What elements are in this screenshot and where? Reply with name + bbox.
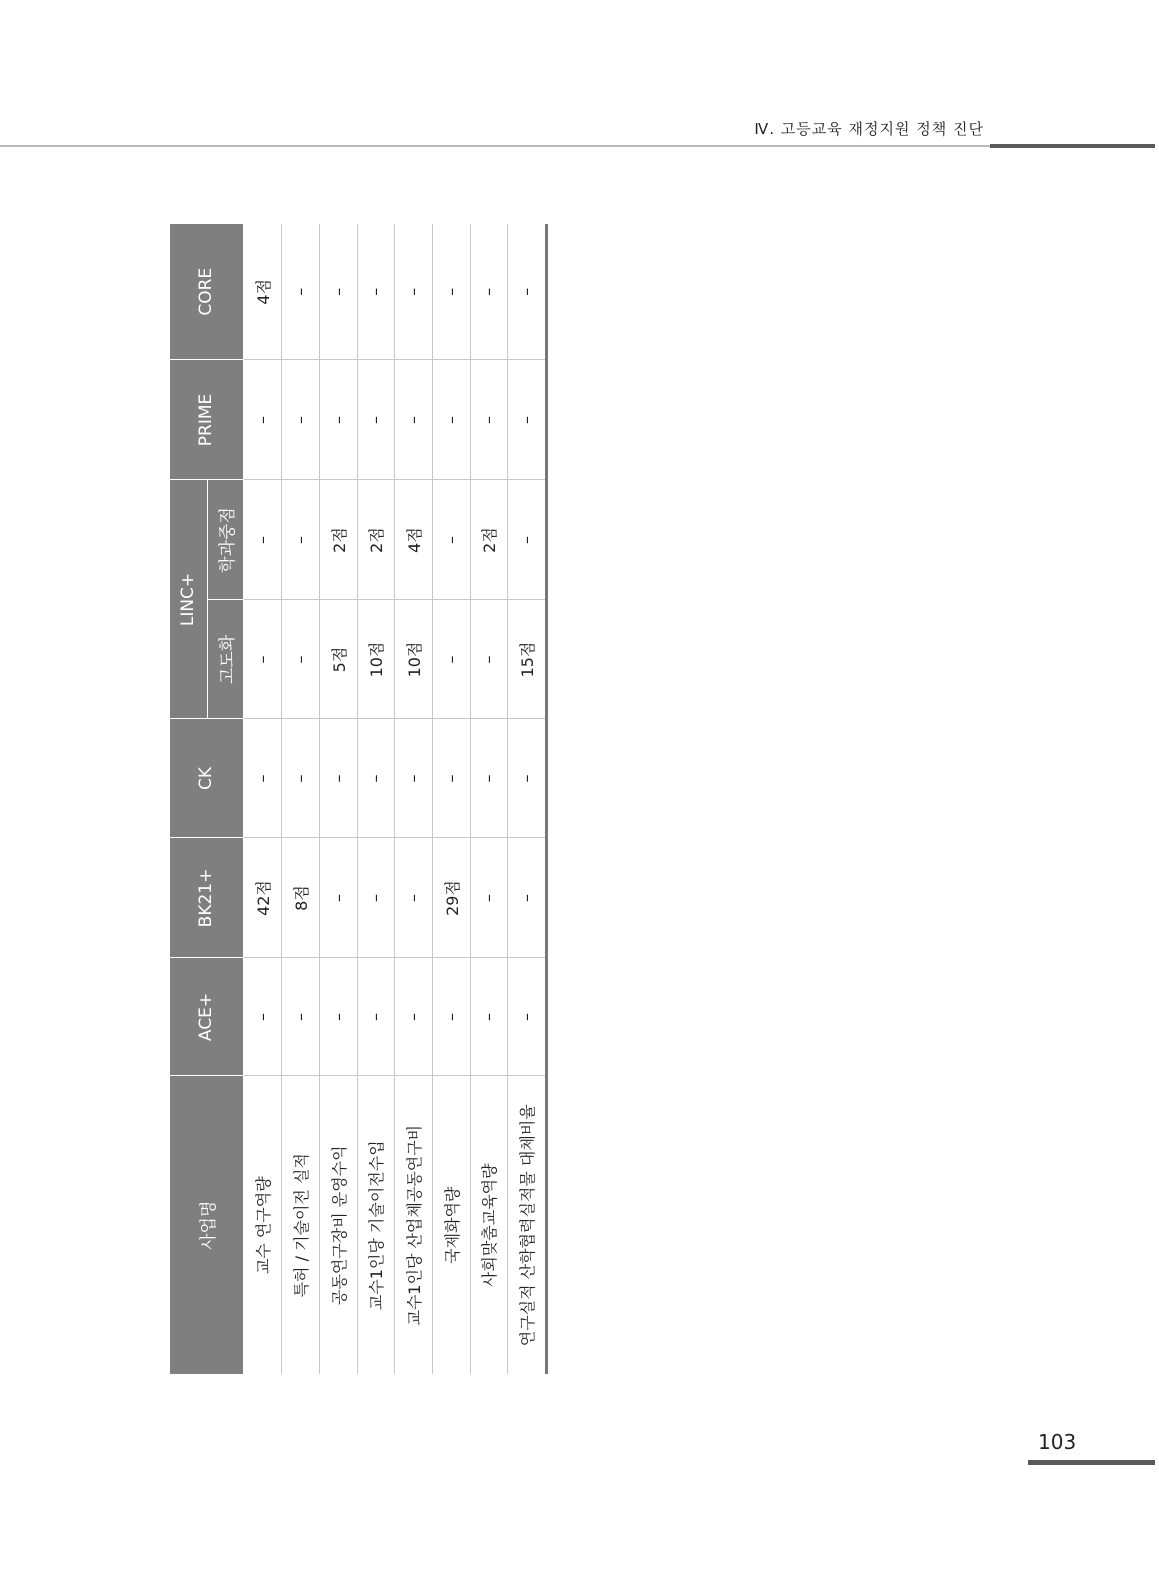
cell-linc2: 2점 xyxy=(319,480,357,600)
cell-ck: – xyxy=(319,719,357,838)
table-row xyxy=(508,224,547,1374)
cell-bk: – xyxy=(357,838,395,958)
table-row xyxy=(357,224,395,1374)
cell-ace: – xyxy=(357,958,395,1076)
cell-prime: – xyxy=(508,360,547,480)
header-linc-sub1: 고도화 xyxy=(207,600,243,719)
cell-core: – xyxy=(470,224,508,360)
cell-prime: – xyxy=(470,360,508,480)
cell-core: – xyxy=(508,224,547,360)
cell-name: 교수 연구역량 xyxy=(243,1076,282,1374)
cell-prime: – xyxy=(243,360,282,480)
cell-linc2: – xyxy=(508,480,547,600)
cell-linc1: – xyxy=(243,600,282,719)
cell-bk: 8점 xyxy=(282,838,320,958)
cell-ace: – xyxy=(243,958,282,1076)
cell-linc1: – xyxy=(470,600,508,719)
table-row xyxy=(432,224,470,1374)
header-bk: BK21+ xyxy=(170,838,243,958)
cell-linc2: – xyxy=(282,480,320,600)
cell-bk: – xyxy=(395,838,433,958)
header-rule xyxy=(0,145,990,147)
header-ace: ACE+ xyxy=(170,958,243,1076)
cell-ck: – xyxy=(243,719,282,838)
header-linc-sub2: 학과중점 xyxy=(207,480,243,600)
page-number: 103 xyxy=(1038,1430,1077,1454)
footer-rule xyxy=(1028,1460,1155,1465)
cell-linc1: 15점 xyxy=(508,600,547,719)
cell-bk: – xyxy=(319,838,357,958)
cell-ck: – xyxy=(282,719,320,838)
cell-prime: – xyxy=(432,360,470,480)
table-row xyxy=(470,224,508,1374)
header-prime: PRIME xyxy=(170,360,243,480)
cell-bk: – xyxy=(470,838,508,958)
header-rule-accent xyxy=(990,144,1155,148)
cell-name: 사회맞춤교육역량 xyxy=(470,1076,508,1374)
table-row xyxy=(395,224,433,1374)
cell-core: – xyxy=(282,224,320,360)
header-name: 사업명 xyxy=(170,1076,243,1374)
header-ck: CK xyxy=(170,719,243,838)
cell-linc1: – xyxy=(282,600,320,719)
cell-bk: – xyxy=(508,838,547,958)
cell-linc1: 10점 xyxy=(395,600,433,719)
cell-linc2: – xyxy=(243,480,282,600)
cell-ace: – xyxy=(432,958,470,1076)
cell-name: 공동연구장비 운영수익 xyxy=(319,1076,357,1374)
cell-ace: – xyxy=(395,958,433,1076)
cell-ck: – xyxy=(508,719,547,838)
cell-name: 교수1인당 산업체공동연구비 xyxy=(395,1076,433,1374)
rotated-table-container xyxy=(170,224,548,1374)
table-row xyxy=(243,224,282,1374)
cell-ck: – xyxy=(432,719,470,838)
cell-prime: – xyxy=(319,360,357,480)
header-linc: LINC+ xyxy=(170,480,207,719)
cell-linc1: – xyxy=(432,600,470,719)
cell-linc1: 10점 xyxy=(357,600,395,719)
table-row xyxy=(282,224,320,1374)
cell-name: 국제화역량 xyxy=(432,1076,470,1374)
cell-ck: – xyxy=(395,719,433,838)
cell-core: – xyxy=(432,224,470,360)
cell-prime: – xyxy=(357,360,395,480)
cell-prime: – xyxy=(282,360,320,480)
cell-name: 교수1인당 기술이전수입 xyxy=(357,1076,395,1374)
cell-linc2: – xyxy=(432,480,470,600)
cell-ace: – xyxy=(508,958,547,1076)
cell-core: – xyxy=(357,224,395,360)
cell-name: 연구실적 산학협력실적물 대체비율 xyxy=(508,1076,547,1374)
cell-linc2: 2점 xyxy=(470,480,508,600)
cell-prime: – xyxy=(395,360,433,480)
cell-linc1: 5점 xyxy=(319,600,357,719)
cell-ck: – xyxy=(470,719,508,838)
cell-ace: – xyxy=(282,958,320,1076)
cell-ace: – xyxy=(470,958,508,1076)
cell-ck: – xyxy=(357,719,395,838)
cell-bk: 29점 xyxy=(432,838,470,958)
cell-core: – xyxy=(319,224,357,360)
table-row xyxy=(319,224,357,1374)
cell-core: – xyxy=(395,224,433,360)
header-core: CORE xyxy=(170,224,243,360)
running-header: Ⅳ. 고등교육 재정지원 정책 진단 xyxy=(754,120,984,138)
cell-ace: – xyxy=(319,958,357,1076)
cell-linc2: 2점 xyxy=(357,480,395,600)
cell-name: 특허 / 기술이전 실적 xyxy=(282,1076,320,1374)
cell-bk: 42점 xyxy=(243,838,282,958)
evaluation-criteria-table xyxy=(170,224,548,1374)
cell-linc2: 4점 xyxy=(395,480,433,600)
cell-core: 4점 xyxy=(243,224,282,360)
